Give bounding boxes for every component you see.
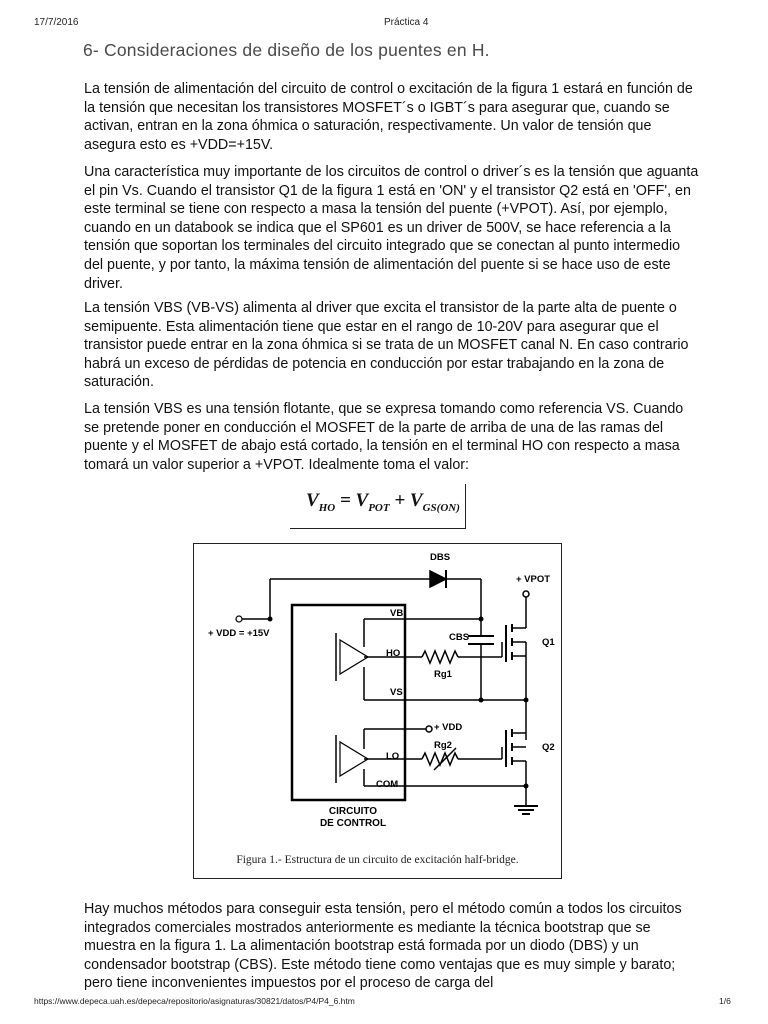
- vdd-right-label: + VDD: [434, 722, 463, 733]
- control-block-label: CIRCUITO DE CONTROL: [319, 806, 387, 829]
- vpot-label: + VPOT: [516, 574, 551, 585]
- footer-url: https://www.depeca.uah.es/depeca/repositorio/asignaturas/30821/datos/P4/P4_6.htm: [34, 996, 355, 1006]
- q2-label: Q2: [542, 742, 555, 753]
- lo-label: LO: [386, 751, 400, 762]
- vdd-left-label: + VDD = +15V: [208, 628, 270, 639]
- cbs-label: CBS: [449, 632, 470, 643]
- dbs-label: DBS: [430, 552, 451, 563]
- paragraph-5: Hay muchos métodos para conseguir esta tensión, pero el método común a todos los circuitos integrados comerciales mostrados anteriormente es mediante la técnica bootstrap que se muestra en la figura 1. La alimentación bootstrap está formada por un diodo (DBS) y un condensador bootstrap (CBS). Este método tiene como ventajas que es muy simple y barato; pero tiene inconvenientes impuestos por el proceso de carga del: [84, 901, 682, 992]
- rg1-label: Rg1: [434, 669, 452, 680]
- com-label: COM: [376, 779, 399, 790]
- q1-label: Q1: [542, 637, 555, 648]
- paragraph-2: Una característica muy importante de los circuitos de control o driver´s es la tensión que aguanta el pin Vs. Cuando el transistor Q1 de la figura 1 está en 'ON' y el transistor Q2 está en 'OFF', en este terminal se tiene con respecto a masa la tensión del puente (+VPOT). Así, por ejemplo, cuando en un databook se indica que el SP601 es un driver de 500V, se hace referencia a la tensión que soportan los terminales del circuito integrado que se conectan al punto intermedio del puente, y por tanto, la máxima tensión de alimentación del puente si se hace uso de este driver.: [84, 164, 699, 292]
- paragraph-3: La tensión VBS (VB-VS) alimenta al driver que excita el transistor de la parte alta de puente o semipuente. Esta alimentación tiene que estar en el rango de 10-20V para asegurar que el transistor puede entrar en la zona óhmica si se trata de un MOSFET canal N. En caso contrario habrá un exceso de pérdidas de potencia en conducción por estar trabajando en la zona de saturación.: [84, 300, 689, 391]
- paragraph-1: La tensión de alimentación del circuito de control o excitación de la figura 1 estará en función de la tensión que necesitan los transistores MOSFET´s o IGBT´s para asegurar que, cuando se activan, entran en la zona óhmica o saturación, respectivamente. Un valor de tensión que asegura esto es +VDD=+15V.: [84, 81, 693, 153]
- paragraph-4: La tensión VBS es una tensión flotante, que se expresa tomando como referencia VS. Cuando se pretende poner en conducción el MOSFET de la parte de arriba de una de las ramas del puente y el MOSFET de abajo está cortado, la tensión en el terminal HO con respecto a masa tomará un valor superior a +VPOT. Idealmente toma el valor:: [84, 401, 684, 473]
- print-title: Práctica 4: [384, 17, 429, 28]
- ho-label: HO: [386, 648, 401, 659]
- half-bridge-figure: [193, 543, 562, 879]
- page-number: 1/6: [719, 996, 731, 1006]
- section-heading: 6- Consideraciones de diseño de los puentes en H.: [83, 40, 490, 60]
- rg2-label: Rg2: [434, 740, 452, 751]
- vs-label: VS: [390, 687, 403, 698]
- vb-label: VB: [390, 608, 404, 619]
- print-date: 17/7/2016: [34, 17, 79, 28]
- formula-text: $V_{HO} = V_{POT} + V_{GS(ON)}$: [306, 490, 460, 514]
- figure-caption: Figura 1.- Estructura de un circuito de excitación half-bridge.: [236, 854, 519, 866]
- vho-formula: [290, 484, 466, 529]
